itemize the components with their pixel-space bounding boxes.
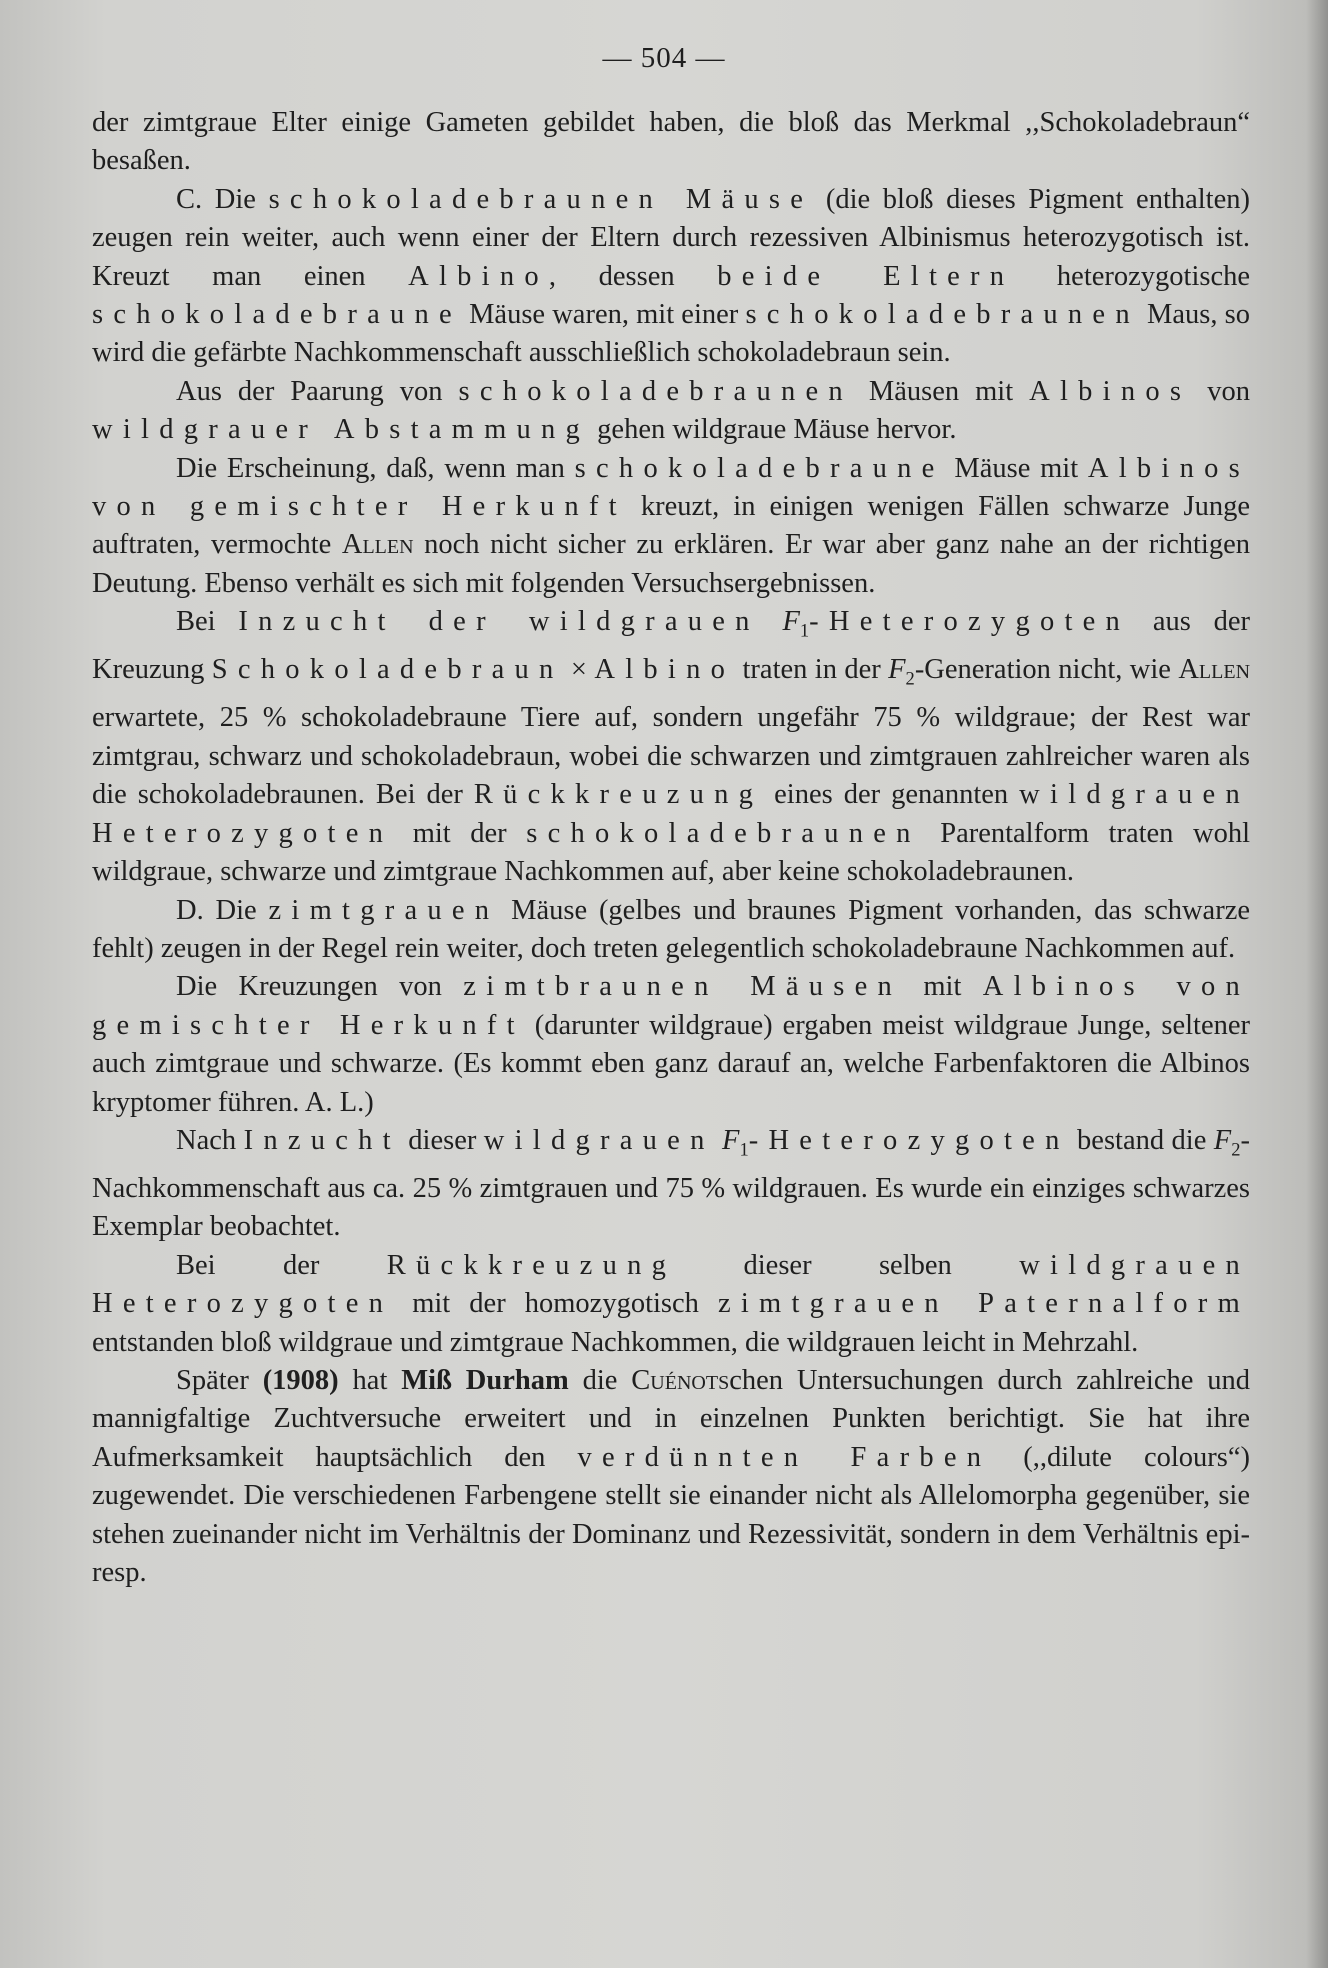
text-run: C. Die — [176, 183, 269, 215]
text-run: Maus, so wird die gefärbte Nachkommenschaft ausschließlich schokoladebraun sein. — [92, 299, 1250, 369]
text-run: 1 — [799, 620, 810, 642]
text-run: Schokoladebraun — [211, 654, 564, 686]
text-run: Albinos — [1029, 375, 1192, 407]
text-run: Mäuse waren, mit einer — [461, 299, 746, 331]
text-run: zimtbraunen Mäusen — [463, 971, 903, 1003]
text-run: Die Kreuzungen von — [176, 971, 464, 1003]
text-run: Allen — [1178, 654, 1251, 686]
text-run: wildgrauen Heterozygoten — [92, 779, 1250, 849]
text-run: gehen wildgraue Mäuse hervor. — [590, 414, 957, 446]
text-run: Inzucht — [243, 1124, 401, 1156]
text-run: Parentalform traten wohl wildgraue, schwarze und zimtgraue Nachkommen auf, aber keine schokoladebraunen. — [92, 817, 1250, 888]
paragraph — [92, 104, 1250, 181]
text-run: aus der Kreuzung — [92, 606, 1251, 686]
text-run: verdünnten Farben — [577, 1441, 992, 1473]
text-run: beide Eltern — [717, 260, 1015, 292]
text-run: Albinos von gemischter Herkunft — [92, 971, 1251, 1041]
text-run: (darunter wildgraue) ergaben meist wildgraue Junge, seltener auch zimtgraue und schwarze. (Es kommt eben ganz darauf an, welche Farbenfaktoren die Albinos kryptomer führen. A. L.) — [92, 1009, 1250, 1118]
text-run: die — [568, 1365, 632, 1397]
paragraph — [92, 1247, 1250, 1362]
text-run: F — [782, 606, 800, 638]
text-run: D. Die — [176, 894, 269, 926]
text-run: (1908) — [262, 1365, 339, 1397]
paragraph — [92, 603, 1250, 891]
paragraph — [92, 450, 1250, 604]
text-run: Später — [176, 1365, 263, 1397]
text-run: , dessen — [548, 260, 718, 292]
text-run: noch nicht sicher zu erklären. Er war aber ganz nahe an der richtigen Deutung. Ebenso verhält es sich mit folgenden Versuchsergebnissen. — [92, 529, 1251, 599]
text-run: Albino — [594, 654, 736, 686]
text-run: 1 — [739, 1139, 749, 1161]
text-run: 2 — [905, 669, 915, 691]
text-run: -Generation nicht, wie — [914, 654, 1179, 686]
text-run: Cuénots — [631, 1365, 730, 1397]
text-run: Allen — [341, 529, 414, 561]
text-run: F — [888, 654, 906, 686]
text-run: Mäuse (gelbes und braunes Pigment vorhanden, das schwarze fehlt) zeugen in der Regel rein weiter, doch treten gelegentlich schokoladebraune Nachkommen auf. — [92, 894, 1250, 964]
text-run: (,,dilute colours“) zugewendet. Die verschiedenen Farbengene stellt sie einander nicht als Allelomorpha gegenüber, sie stehen zueinander nicht im Verhältnis der Dominanz und Rezessivität, sondern in dem Verhältnis epi- resp. — [92, 1441, 1250, 1589]
text-run: Aus der Paarung von — [176, 375, 459, 407]
text-run: mit der homozygotisch — [393, 1288, 718, 1320]
text-run: wildgrauen — [483, 1124, 715, 1156]
text-run: von — [1191, 375, 1250, 407]
text-run: wildgrauer Abstammung — [92, 414, 591, 446]
text-run: wildgrauen Heterozygoten — [92, 1249, 1250, 1320]
text-run: dieser selben — [676, 1249, 1020, 1281]
text-run: Mäusen mit — [852, 375, 1030, 407]
text-run: dieser — [400, 1124, 484, 1156]
text-run — [760, 606, 783, 637]
text-run: schokoladebraune — [92, 299, 462, 331]
text-run: mit der — [393, 817, 527, 849]
text-run: schokoladebraunen — [745, 299, 1140, 331]
text-run: eines der genannten — [763, 779, 1020, 811]
text-run: (die bloß dieses Pigment enthalten) zeugen rein weiter, auch wenn einer der Eltern durch rezessiven Albinismus heterozygotisch ist. Kreuzt man einen — [92, 183, 1250, 292]
text-run: bestand die — [1069, 1124, 1214, 1156]
text-run: 2 — [1231, 1139, 1241, 1161]
paragraph — [92, 181, 1250, 373]
text-run: schokoladebraunen Mäuse — [268, 183, 814, 215]
text-run: schokoladebraunen — [526, 817, 921, 849]
paragraph — [92, 968, 1250, 1122]
text-run: Mäuse mit — [944, 452, 1088, 484]
text-run: F — [1213, 1124, 1232, 1156]
text-run: chen Untersuchungen durch zahlreiche und mannigfaltige Zuchtversuche erweitert und in einzelnen Punkten berichtigt. Sie hat ihre Aufmerksamkeit hauptsächlich den — [92, 1365, 1250, 1473]
text-run: erwartete, 25 % schokoladebraune Tiere auf, sondern ungefähr 75 % wildgraue; der Rest war zimtgrau, schwarz und schokoladebraun, wobei die schwarzen und zimtgrauen zahlreicher waren als die schokoladebraunen. Bei der — [92, 702, 1250, 811]
text-run: heterozygotische — [1014, 260, 1251, 292]
text-run: Die Erscheinung, daß, wenn man — [176, 452, 575, 484]
text-run — [715, 1125, 722, 1156]
body-text — [92, 104, 1250, 1593]
text-run: schokoladebraune — [574, 452, 945, 484]
text-run: Albinos von gemischter Herkunft — [92, 452, 1250, 523]
text-run: kreuzt, in einigen wenigen Fällen schwarze Junge auftraten, vermochte — [92, 491, 1250, 561]
text-run: Miß Durham — [401, 1365, 569, 1397]
text-run: schokoladebraunen — [458, 375, 853, 407]
text-run: -Heterozygoten — [748, 1124, 1070, 1156]
text-run: F — [722, 1124, 740, 1156]
page-number: — 504 — — [602, 42, 726, 74]
text-run: Bei der — [176, 1249, 387, 1281]
text-run: Inzucht der wildgrauen — [238, 606, 760, 638]
text-run: Bei — [176, 606, 239, 638]
text-run: -Nachkommenschaft aus ca. 25 % zimtgrauen und 75 % wildgrauen. Es wurde ein einziges schwarzes Exemplar beobachtet. — [92, 1124, 1250, 1243]
text-run: mit — [902, 971, 983, 1003]
text-run: Nach — [176, 1124, 244, 1156]
text-run: -Heterozygoten — [809, 606, 1131, 638]
paragraph — [92, 892, 1250, 969]
text-run: zimtgrauen Paternalform — [717, 1288, 1250, 1320]
text-run: zimtgrauen — [268, 894, 500, 926]
text-run: traten in der — [735, 654, 889, 686]
binding-shadow — [1306, 0, 1328, 1968]
text-run: × — [563, 654, 595, 686]
text-run: Rückkreuzung — [386, 1249, 677, 1281]
text-run: entstanden bloß wildgraue und zimtgraue Nachkommen, die wildgrauen leicht in Mehrzahl. — [92, 1326, 1139, 1358]
paragraph — [92, 373, 1250, 450]
paragraph — [92, 1122, 1250, 1247]
text-run: Rückkreuzung — [473, 779, 764, 811]
text-run: Albino — [408, 260, 549, 292]
text-run: hat — [338, 1365, 402, 1397]
text-run: der zimtgraue Elter einige Gameten gebildet haben, die bloß das Merkmal ,,Schokoladebraun“ besaßen. — [92, 107, 1250, 177]
paragraph — [92, 1362, 1250, 1592]
